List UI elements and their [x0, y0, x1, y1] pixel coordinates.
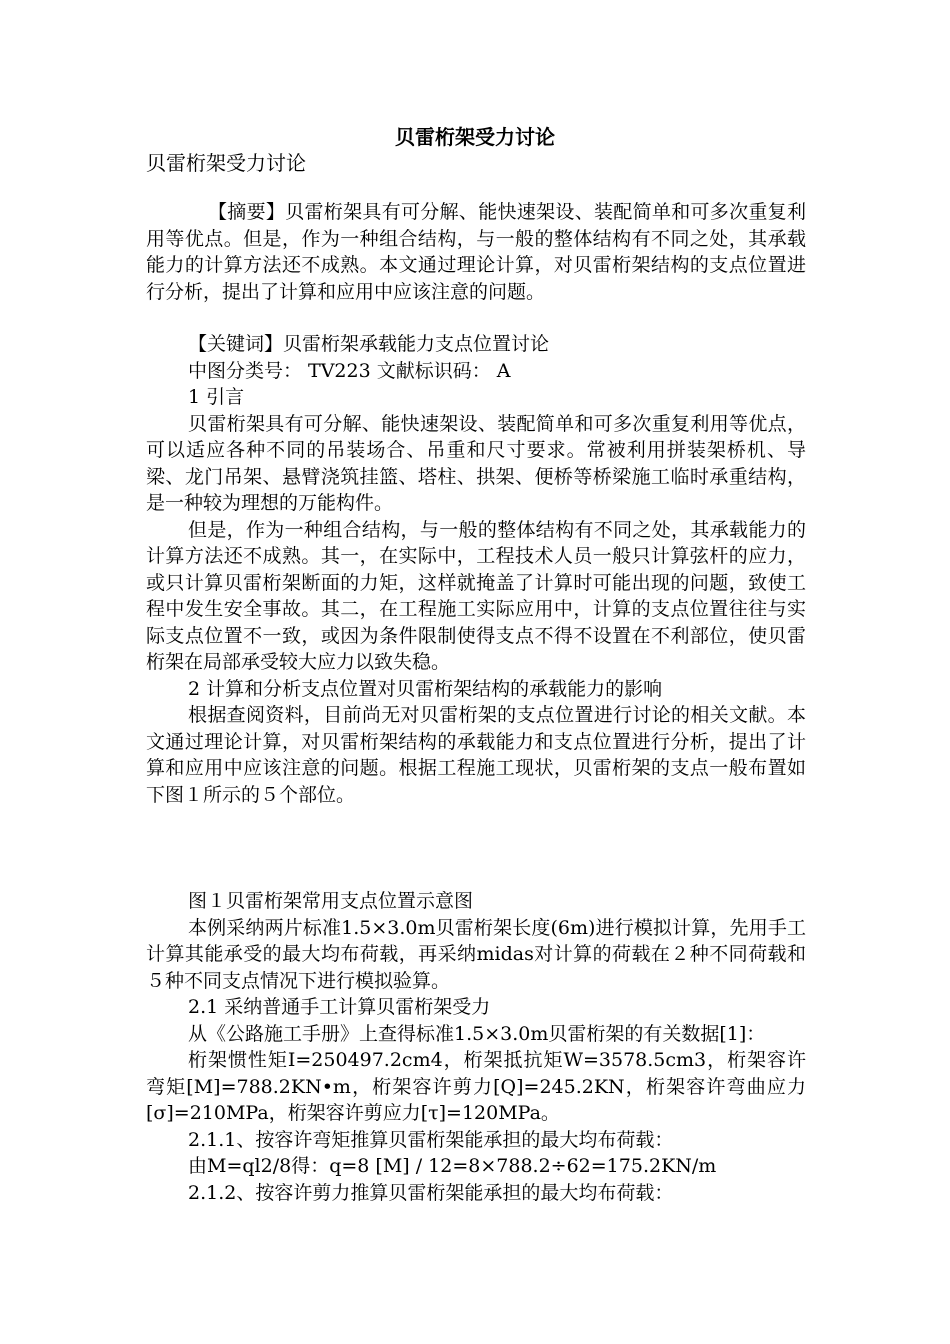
- section-2-paragraph-2: 本例采纳两片标准1.5×3.0m贝雷桁架长度(6m)进行模拟计算，先用手工计算其能承受的最大均布荷载，再采纳midas对计算的荷载在２种不同荷载和５种不同支点情况下进行模拟验算。: [146, 916, 806, 992]
- section-2-1-heading: 2.1 采纳普通手工计算贝雷桁架受力: [188, 996, 491, 1018]
- section-2-1-1-heading: 2.1.1、按容许弯矩推算贝雷桁架能承担的最大均布荷载：: [188, 1128, 674, 1151]
- section-2-1-2-heading: 2.1.2、按容许剪力推算贝雷桁架能承担的最大均布荷载：: [188, 1181, 674, 1204]
- blank-line: [146, 305, 806, 331]
- section-2-heading: 2 计算和分析支点位置对贝雷桁架结构的承载能力的影响: [188, 677, 663, 700]
- figure-caption: 图１贝雷桁架常用支点位置示意图: [188, 890, 474, 912]
- section-1-paragraph-1: 贝雷桁架具有可分解、能快速架设、装配简单和可多次重复利用等优点，可以适应各种不同的吊装场合、吊重和尺寸要求。常被利用拼装架桥机、导梁、龙门吊架、悬臂浇筑挂篮、塔柱、拱架、便桥等桥梁施工临时承重结构，是一种较为理想的万能构件。: [146, 412, 806, 514]
- document-subtitle: 贝雷桁架受力讨论: [146, 151, 306, 175]
- abstract-paragraph: 【摘要】贝雷桁架具有可分解、能快速架设、装配简单和可多次重复利用等优点。但是，作为一种组合结构，与一般的整体结构有不同之处，其承载能力的计算方法还不成熟。本文通过理论计算，对贝雷桁架结构的支点位置进行分析，提出了计算和应用中应该注意的问题。: [146, 201, 806, 303]
- section-2-1-paragraph-1: 从《公路施工手册》上查得标准1.5×3.0m贝雷桁架的有关数据[1]：: [188, 1022, 766, 1045]
- document-title: 贝雷桁架受力讨论: [395, 125, 555, 149]
- figure-placeholder: [146, 808, 806, 888]
- section-1-heading: 1 引言: [188, 386, 245, 408]
- section-1-paragraph-2: 但是，作为一种组合结构，与一般的整体结构有不同之处，其承载能力的计算方法还不成熟。其一，在实际中，工程技术人员一般只计算弦杆的应力，或只计算贝雷桁架断面的力矩，这样就掩盖了计算时可能出现的问题，致使工程中发生安全事故。其二，在工程施工实际应用中，计算的支点位置往往与实际支点位置不一致，或因为条件限制使得支点不得不设置在不利部位，使贝雷桁架在局部承受较大应力以致失稳。: [146, 518, 806, 673]
- keywords-line: 【关键词】贝雷桁架承载能力支点位置讨论: [188, 333, 550, 355]
- section-2-1-1-formula: 由M=ql2/8得：q=8 [M] / 12=8×788.2÷62=175.2KN/m: [188, 1155, 717, 1177]
- classification-line: 中图分类号： TV223 文献标识码： A: [188, 359, 511, 382]
- document-body: [146, 199, 806, 1206]
- section-2-paragraph-1: 根据查阅资料，目前尚无对贝雷桁架的支点位置进行讨论的相关文献。本文通过理论计算，对贝雷桁架结构的承载能力和支点位置进行分析，提出了计算和应用中应该注意的问题。根据工程施工现状，贝雷桁架的支点一般布置如下图１所示的５个部位。: [146, 704, 806, 806]
- section-2-1-paragraph-2: 桁架惯性矩I=250497.2cm4，桁架抵抗矩W=3578.5cm3，桁架容许弯矩[M]=788.2KN•m，桁架容许剪力[Q]=245.2KN，桁架容许弯曲应力[σ]=210MPa，桁架容许剪应力[τ]=120MPa。: [146, 1049, 806, 1124]
